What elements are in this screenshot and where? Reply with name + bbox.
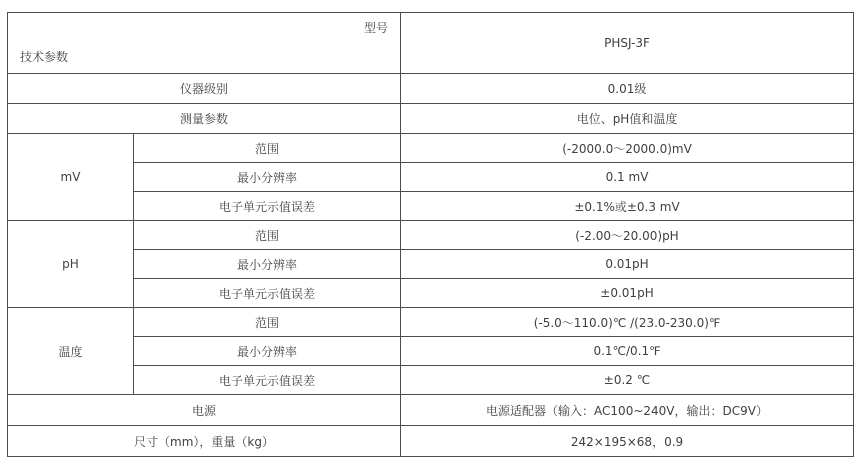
model-value-cell: PHSJ-3F [401,13,854,74]
table-row [8,395,854,426]
row-label: 最小分辨率 [134,163,401,192]
row-label: 最小分辨率 [134,250,401,279]
table-row [8,308,854,337]
table-row [8,163,854,192]
row-label: 电子单元示值误差 [134,192,401,221]
header-corner [12,15,396,71]
table-header-row [8,13,854,74]
header-corner-cell [8,13,401,74]
model-header-label: 型号 [364,21,389,35]
table-row [8,134,854,163]
table-row [8,279,854,308]
spec-table [7,12,854,457]
row-value: (-2000.0～2000.0)mV [401,134,854,163]
table-row [8,337,854,366]
row-label: 尺寸（mm），重量（kg） [8,426,401,457]
row-value: 电源适配器（输入：AC100~240V，输出：DC9V） [401,395,854,426]
row-value: 0.1℃/0.1℉ [401,337,854,366]
row-value: 电位、pH值和温度 [401,104,854,134]
table-row [8,104,854,134]
row-label: 电源 [8,395,401,426]
params-header-label: 技术参数 [20,50,69,64]
row-value: (-5.0～110.0)℃ /(23.0-230.0)℉ [401,308,854,337]
table-row [8,366,854,395]
row-value: ±0.01pH [401,279,854,308]
table-row [8,250,854,279]
table-row [8,426,854,457]
row-value: 0.01pH [401,250,854,279]
row-label: 最小分辨率 [134,337,401,366]
row-label: 范围 [134,308,401,337]
row-label: 仪器级别 [8,74,401,104]
row-label: 电子单元示值误差 [134,366,401,395]
row-value: (-2.00～20.00)pH [401,221,854,250]
row-value: 0.1 mV [401,163,854,192]
group-label-ph: pH [8,221,134,308]
row-label: 范围 [134,134,401,163]
group-label-temperature: 温度 [8,308,134,395]
table-row [8,74,854,104]
table-row [8,192,854,221]
row-value: ±0.2 ℃ [401,366,854,395]
row-value: 0.01级 [401,74,854,104]
group-label-mv: mV [8,134,134,221]
row-label: 电子单元示值误差 [134,279,401,308]
row-label: 测量参数 [8,104,401,134]
row-label: 范围 [134,221,401,250]
row-value: 242×195×68，0.9 [401,426,854,457]
table-row [8,221,854,250]
row-value: ±0.1%或±0.3 mV [401,192,854,221]
